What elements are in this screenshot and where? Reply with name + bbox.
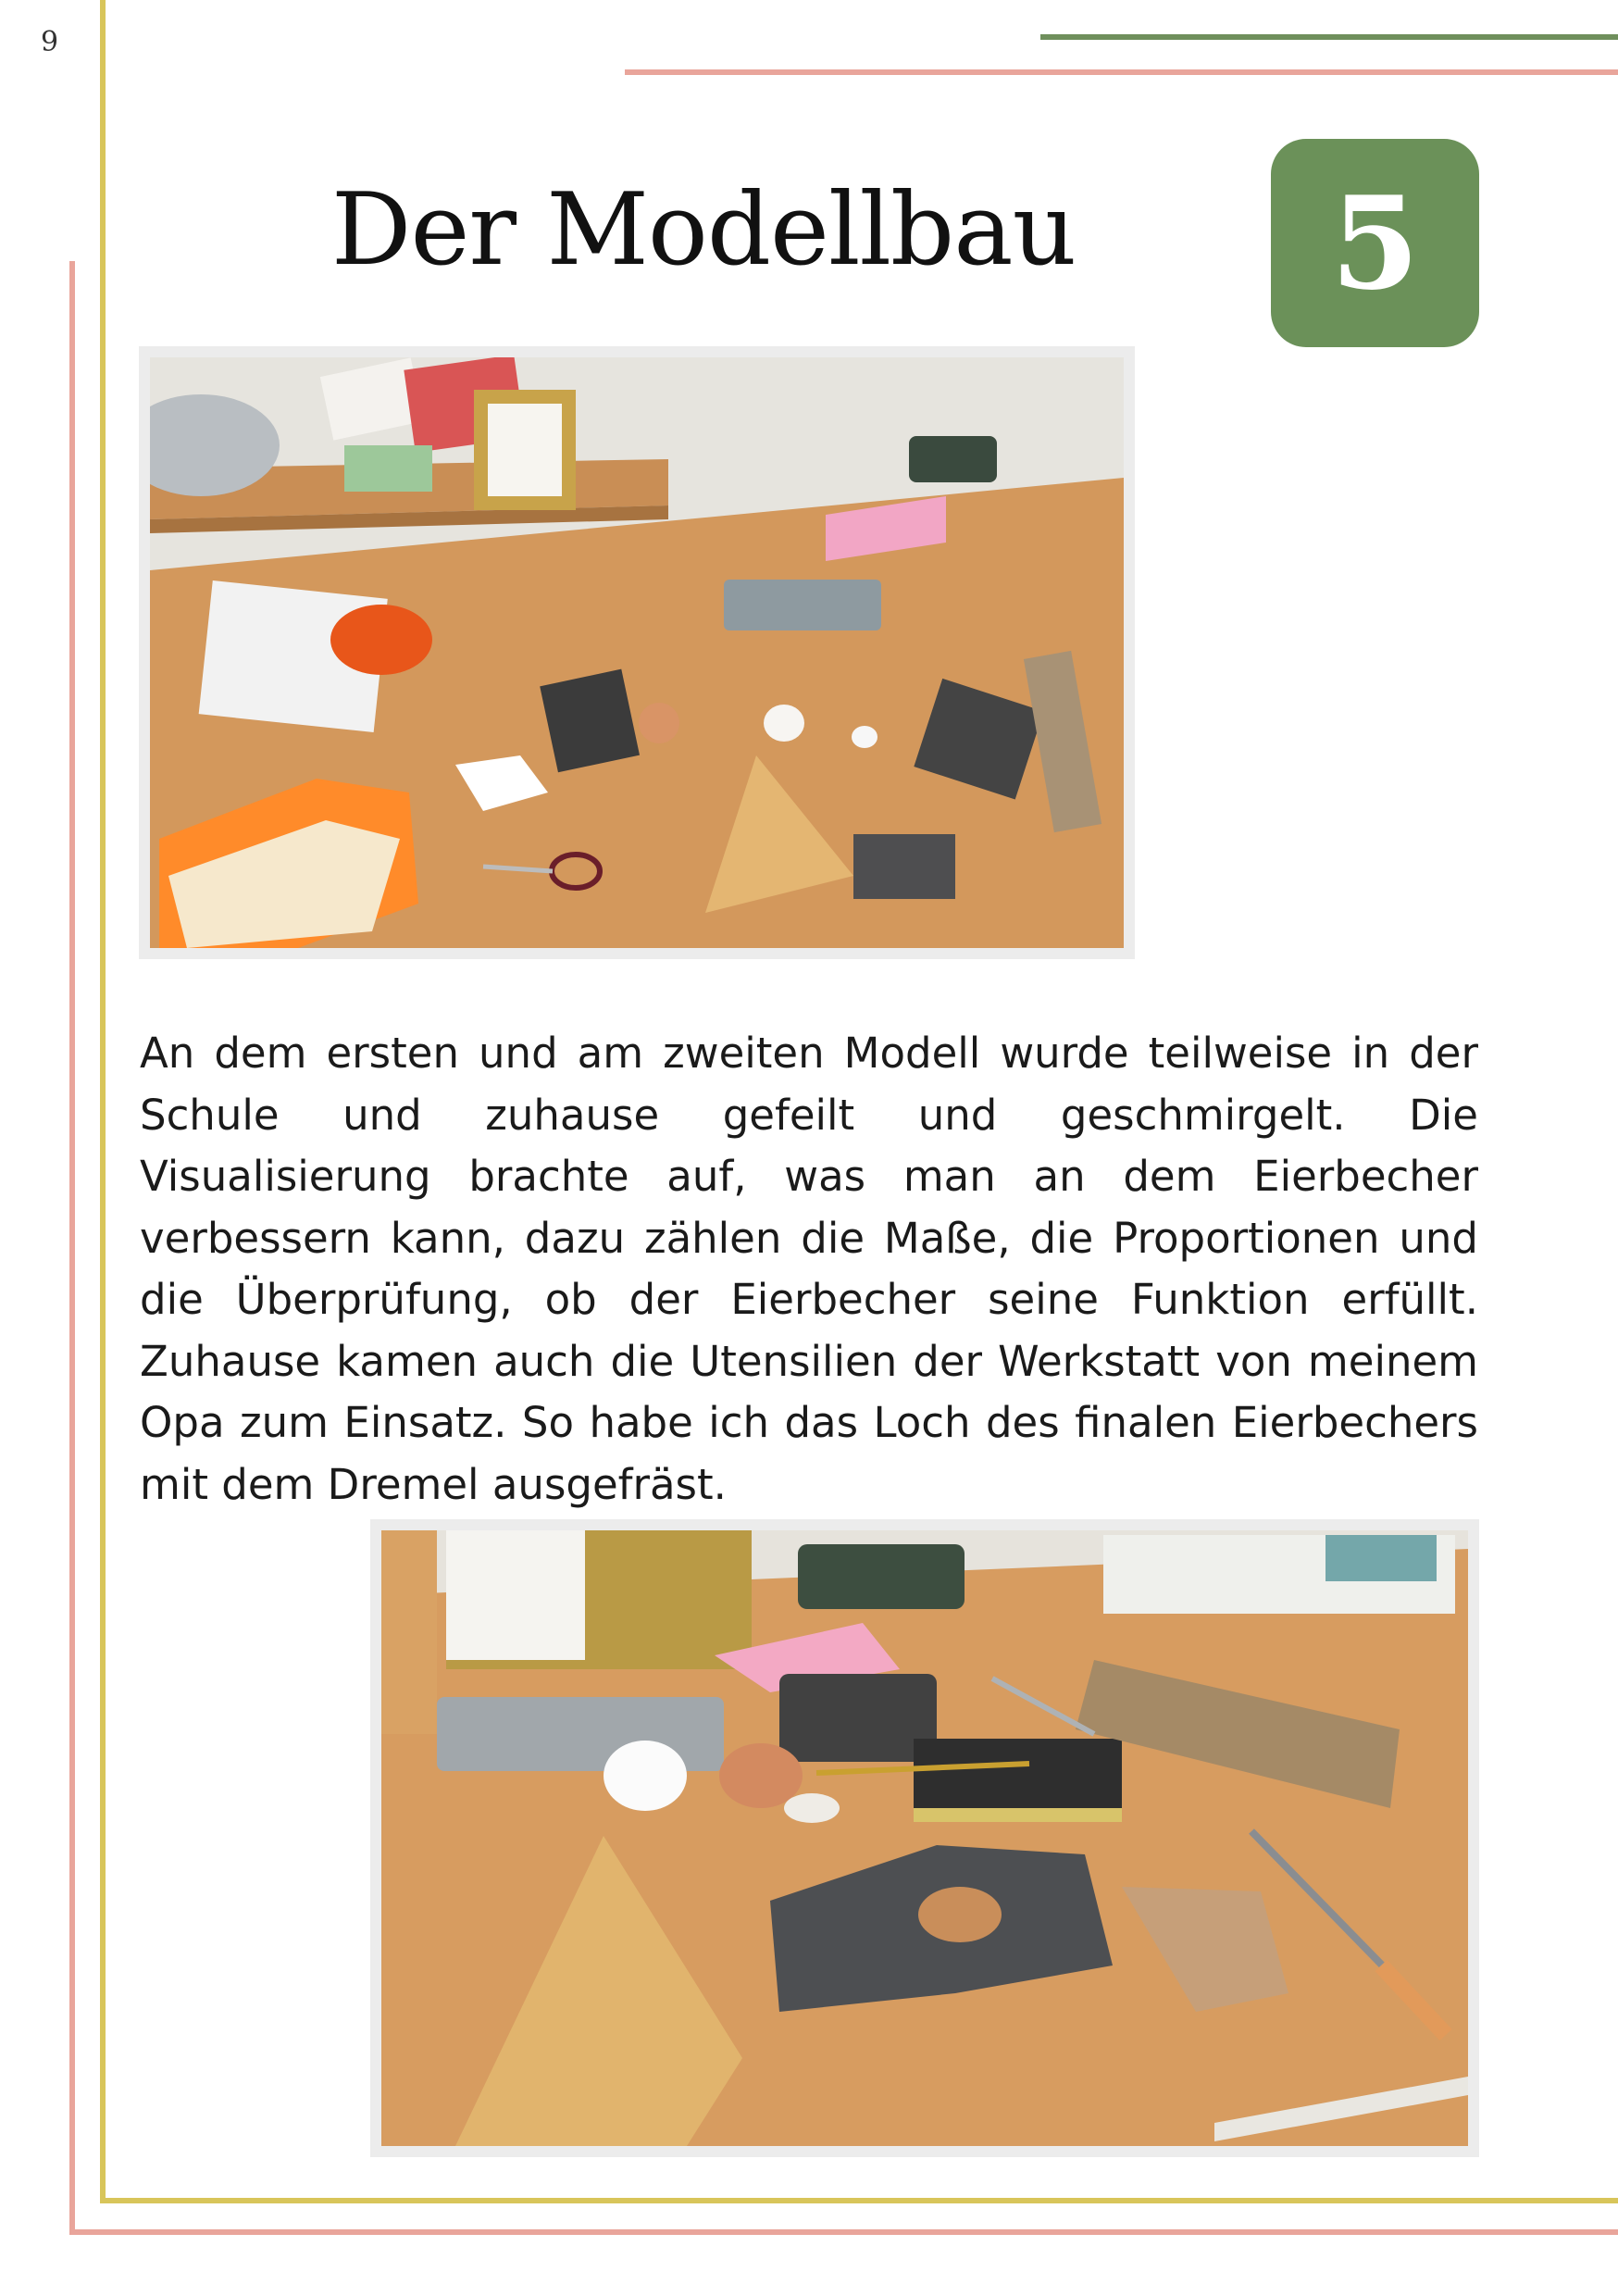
salmon-horizontal-rule-bottom	[69, 2229, 1618, 2235]
yellow-vertical-rule	[100, 0, 106, 2203]
salmon-vertical-rule	[69, 261, 75, 2235]
chapter-badge	[1271, 139, 1479, 347]
photo-workbench-top	[139, 346, 1135, 959]
green-top-rule	[1040, 34, 1618, 40]
workbench-detail-illustration	[381, 1530, 1468, 2146]
workbench-photo-illustration	[150, 357, 1124, 948]
photo-workbench-top-image	[150, 357, 1124, 948]
page-title: Der Modellbau	[330, 172, 1077, 288]
chapter-number: 5	[1330, 167, 1420, 318]
photo-workbench-bottom-image	[381, 1530, 1468, 2146]
photo-workbench-bottom	[370, 1519, 1479, 2157]
page-number: 9	[41, 26, 59, 58]
salmon-top-rule	[625, 69, 1618, 75]
body-paragraph: An dem ersten und am zweiten Modell wurde teilweise in der Schule und zuhause gefeilt und geschmirgelt. Die Visualisierung brachte auf, was man an dem Eierbecher verbessern kann, dazu zählen die Maße, die Proportionen und die Überprüfung, ob der Eierbecher seine Funktion erfüllt. Zuhause kamen auch die Utensilien der Werkstatt von meinem Opa zum Einsatz. So habe ich das Loch des finalen Eierbechers mit dem Dremel ausgefräst.	[140, 1029, 1478, 1509]
yellow-horizontal-rule	[100, 2198, 1618, 2203]
